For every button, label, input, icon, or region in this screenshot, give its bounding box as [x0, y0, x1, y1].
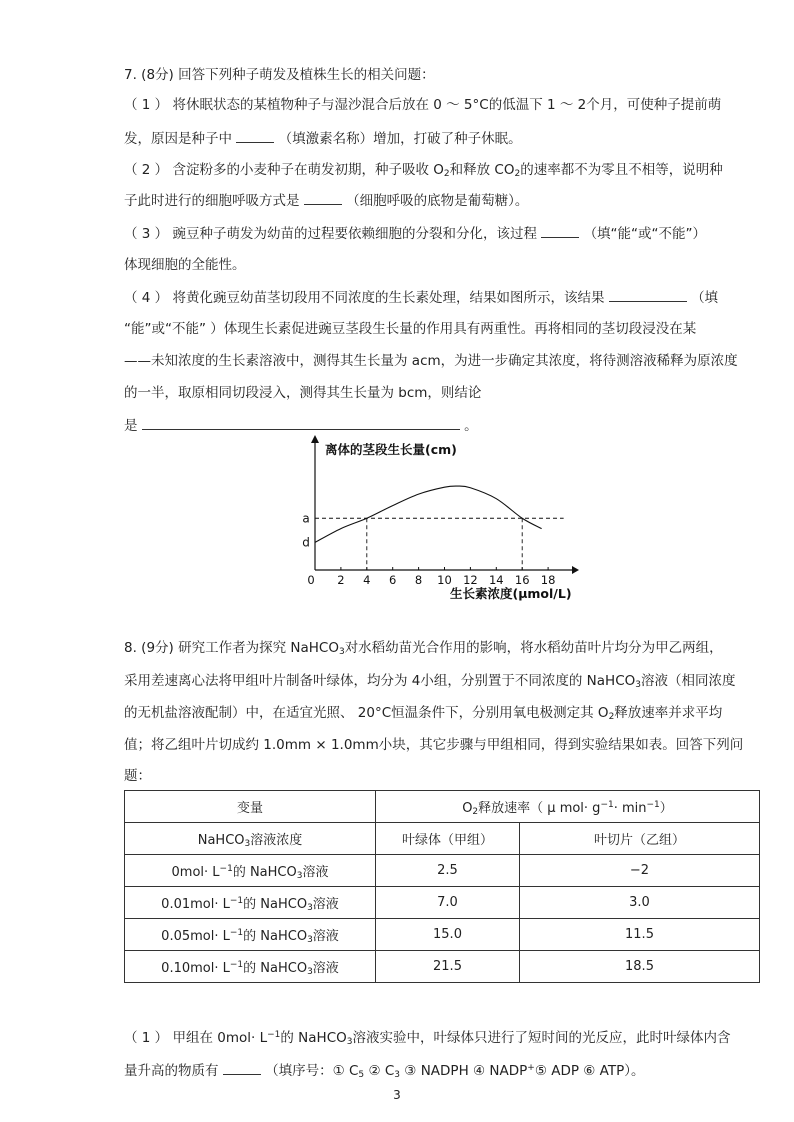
results-table	[124, 790, 760, 983]
y-tick-label: d	[302, 535, 310, 550]
q7-p1-line1: （ 1 ） 将休眠状态的某植物种子与湿沙混合后放在 0 ～ 5°C的低温下 1 ～ 2个月，可使种子提前萌	[124, 97, 722, 113]
q7-p2-line1: （ 2 ） 含淀粉多的小麦种子在萌发初期，种子吸收 $O_2$和释放 $CO_2$的速率都不为零且不相等，说明种	[124, 162, 723, 179]
x-axis-label: 生长素浓度(μmol/L)	[450, 586, 572, 601]
q8-line5: 题：	[124, 768, 151, 784]
q7-p4-line1: （ 4 ） 将黄化豌豆幼苗茎切段用不同浓度的生长素处理，结果如图所示，该结果 （填	[124, 290, 719, 306]
answer-blank[interactable]	[142, 416, 460, 430]
q7-header: 7. (8分) 回答下列种子萌发及植株生长的相关问题：	[124, 67, 435, 83]
row-leaf-value: −2	[520, 855, 760, 887]
q7-p3-line2: 体现细胞的全能性。	[124, 257, 246, 273]
row-concentration: $0.10mol\cdot L^{-1}$的 NaHCO$_3$溶液	[125, 951, 376, 983]
q7-p3-line1: （ 3 ） 豌豆种子萌发为幼苗的过程要依赖细胞的分裂和分化，该过程 （填“能“或“不能”）	[124, 226, 707, 242]
q8-sub1-line1: （ 1 ） 甲组在 $0mol\cdot L^{-1}$的 NaHCO$_3$溶液实验中，叶绿体只进行了短时间的光反应，此时叶绿体内含	[124, 1030, 731, 1047]
answer-blank[interactable]	[609, 288, 687, 302]
header-leaf-slice: 叶切片（乙组）	[520, 823, 760, 855]
row-chloroplast-value: 2.5	[376, 855, 520, 887]
y-axis-arrow	[311, 435, 319, 443]
x-tick-label: 8	[414, 573, 423, 587]
q7-p1-line2: 发，原因是种子中 （填激素名称）增加，打破了种子休眠。	[124, 131, 522, 147]
answer-blank[interactable]	[304, 191, 342, 205]
x-tick-label: 12	[463, 573, 478, 587]
q8-sub1-line2: 量升高的物质有 （填序号：① $C_5$ ② $C_3$ ③ NADPH ④ NADP+⑤ ADP ⑥ ATP）。	[124, 1063, 645, 1080]
q8-header: 8. (9分) 研究工作者为探究 NaHCO$_3$对水稻幼苗光合作用的影响，将水稻幼苗叶片均分为甲乙两组，	[124, 640, 723, 657]
q7-p2-line2: 子此时进行的细胞呼吸方式是 （细胞呼吸的底物是葡萄糖）。	[124, 193, 529, 209]
x-tick-label: 10	[437, 573, 452, 587]
header-rate: $O_2$释放速率（ μ $mol\cdot g^{-1}\cdot \min^{-1}$）	[376, 791, 760, 823]
table-header-row	[125, 791, 760, 823]
x-tick-label: 16	[514, 573, 530, 587]
answer-blank[interactable]	[223, 1061, 261, 1075]
answer-blank[interactable]	[236, 129, 274, 143]
q7-p4-line2: “能”或“不能” ）体现生长素促进豌豆茎段生长量的作用具有两重性。再将相同的茎切段浸没在某	[124, 321, 697, 337]
header-concentration: NaHCO$_3$溶液浓度	[125, 823, 376, 855]
row-chloroplast-value: 21.5	[376, 951, 520, 983]
y-tick-label: a	[302, 511, 310, 526]
q8-line4: 值；将乙组叶片切成约 1.0mm × 1.0mm小块，其它步骤与甲组相同，得到实验结果如表。回答下列问	[124, 737, 744, 753]
x-tick-label: 18	[540, 573, 556, 587]
x-axis-arrow	[572, 566, 579, 574]
row-leaf-value: 11.5	[520, 919, 760, 951]
answer-blank[interactable]	[541, 224, 579, 238]
header-variable: 变量	[125, 791, 376, 823]
row-chloroplast-value: 15.0	[376, 919, 520, 951]
table-row	[125, 951, 760, 983]
x-tick-label: 0	[307, 573, 315, 587]
growth-curve	[315, 486, 542, 542]
growth-chart	[290, 430, 590, 610]
row-leaf-value: 18.5	[520, 951, 760, 983]
y-axis-label: 离体的茎段生长量(cm)	[325, 442, 457, 457]
x-tick-label: 2	[337, 573, 345, 587]
table-subheader-row	[125, 823, 760, 855]
q8-line3: 的无机盐溶液配制）中，在适宜光照、 20°C恒温条件下，分别用氧电极测定其 $O_2$释放速率并求平均	[124, 705, 723, 722]
q7-p4-line5: 是 。	[124, 418, 478, 434]
row-concentration: $0mol\cdot L^{-1}$的 NaHCO$_3$溶液	[125, 855, 376, 887]
x-tick-label: 14	[488, 573, 504, 587]
q8-line2: 采用差速离心法将甲组叶片制备叶绿体，均分为 4小组，分别置于不同浓度的 NaHCO$_3$溶液（相同浓度	[124, 673, 736, 690]
page-number: 3	[393, 1088, 401, 1102]
table-row	[125, 855, 760, 887]
row-chloroplast-value: 7.0	[376, 887, 520, 919]
x-tick-label: 6	[389, 573, 397, 587]
table-row	[125, 887, 760, 919]
q7-p4-line4: 的一半，取原相同切段浸入，测得其生长量为 bcm，则结论	[124, 385, 482, 401]
q7-p4-line3: ——未知浓度的生长素溶液中，测得其生长量为 acm，为进一步确定其浓度，将待测溶液稀释为原浓度	[124, 353, 738, 369]
row-leaf-value: 3.0	[520, 887, 760, 919]
row-concentration: $0.05mol\cdot L^{-1}$的 NaHCO$_3$溶液	[125, 919, 376, 951]
x-tick-label: 4	[363, 573, 371, 587]
row-concentration: $0.01mol\cdot L^{-1}$的 NaHCO$_3$溶液	[125, 887, 376, 919]
header-chloroplast: 叶绿体（甲组）	[376, 823, 520, 855]
table-row	[125, 919, 760, 951]
